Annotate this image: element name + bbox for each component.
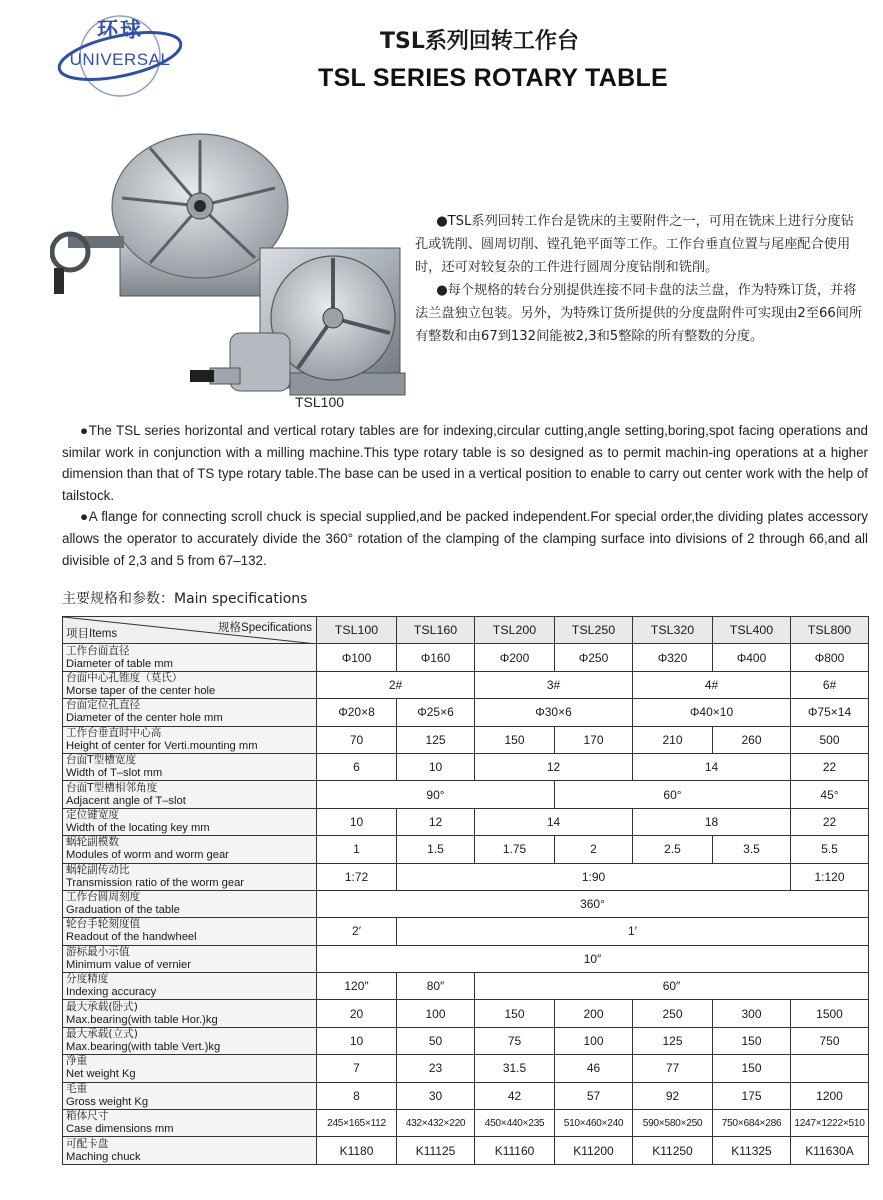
model-header: TSL400 [713,617,791,644]
logo-cn-text: 环球 [97,18,143,42]
table-cell: Φ25×6 [397,699,475,726]
row-label-en: Minimum value of vernier [66,958,191,971]
row-label-cn: 轮台手轮刻度值 [66,918,141,931]
table-cell: 10 [317,808,397,835]
row-label-cn: 毛重 [66,1082,88,1095]
table-cell: K11125 [397,1137,475,1164]
table-cell: 2.5 [633,836,713,863]
specs-heading: 主要规格和参数：Main specifications [62,591,308,607]
table-cell: 42 [475,1082,555,1109]
table-cell: 210 [633,726,713,753]
table-cell: K11200 [555,1137,633,1164]
description-en [62,420,868,571]
specs-header-row [63,617,869,644]
table-cell: 200 [555,1000,633,1027]
table-cell: 10 [317,1027,397,1054]
table-cell: Φ100 [317,644,397,671]
table-cell: Φ20×8 [317,699,397,726]
row-label-cn: 蜗轮副传动比 [66,863,130,876]
table-cell: 1.75 [475,836,555,863]
row-label-cn: 台面定位孔直径 [66,699,141,712]
row-label-cn: 台面T型槽宽度 [66,754,137,767]
table-row [63,973,869,1000]
table-cell: 1:72 [317,863,397,890]
model-header: TSL160 [397,617,475,644]
page-title-en: TSL SERIES ROTARY TABLE [318,64,668,92]
table-cell: 120″ [317,973,397,1000]
table-cell: 57 [555,1082,633,1109]
table-cell: 175 [713,1082,791,1109]
table-cell: 46 [555,1055,633,1082]
row-label-cn: 台面中心孔锥度（莫氏） [66,671,183,684]
table-row [63,1082,869,1109]
table-cell: 6# [791,671,869,698]
row-label-en: Diameter of table mm [66,657,173,670]
table-row [63,644,869,671]
row-label-cn: 工作台圆周刻度 [66,891,141,904]
row-label-en: Readout of the handwheel [66,931,197,944]
row-label-cn: 工作台面直径 [66,644,130,657]
table-cell: 14 [475,808,633,835]
table-cell: 23 [397,1055,475,1082]
table-cell: 500 [791,726,869,753]
row-label-en: Diameter of the center hole mm [66,712,223,725]
table-cell: 100 [555,1027,633,1054]
table-cell: 10″ [317,945,869,972]
table-cell: K11250 [633,1137,713,1164]
table-cell: 150 [475,1000,555,1027]
table-row [63,1137,869,1164]
description-cn-paragraph: ●TSL系列回转工作台是铣床的主要附件之一，可用在铣床上进行分度钻孔或铣削、圆周切削、镗孔铯平面等工作。工作台垂直位置与尾座配合使用时，还可对较复杂的工件进行圆周分度钻削和铣削。 [415,214,854,275]
table-cell: 2 [555,836,633,863]
row-label-en: Width of T–slot mm [66,767,163,780]
table-cell: 100 [397,1000,475,1027]
description-cn-paragraph: ●每个规格的转台分别提供连接不同卡盘的法兰盘，作为特殊订货，并将法兰盘独立包装。另外，为特殊订货所提供的分度盘附件可实现由2至66间所有整数和由67到132间能被2,3和5整除的所有整数的分度。 [415,283,863,344]
table-cell: 90° [317,781,555,808]
table-cell [791,1055,869,1082]
specs-table [62,616,869,1165]
row-label-cn: 蜗轮副模数 [66,836,119,849]
row-label [63,918,317,945]
corner-spec-label: 规格Specifications [218,622,312,634]
table-cell: 1 [317,836,397,863]
table-cell: 22 [791,808,869,835]
row-label [63,699,317,726]
table-cell: K1180 [317,1137,397,1164]
row-label [63,671,317,698]
table-cell: Φ75×14 [791,699,869,726]
photo-caption: TSL100 [295,394,345,410]
row-label-en: Height of center for Verti.mounting mm [66,739,258,752]
product-photo [50,128,410,428]
table-cell: 450×440×235 [475,1110,555,1137]
table-cell: 250 [633,1000,713,1027]
table-row [63,671,869,698]
rotary-table-illustration [50,128,410,428]
table-row [63,863,869,890]
table-cell: 77 [633,1055,713,1082]
table-row [63,726,869,753]
row-label-en: Indexing accuracy [66,986,157,999]
model-header: TSL800 [791,617,869,644]
row-label-en: Transmission ratio of the worm gear [66,876,245,889]
row-label-cn: 台面T型槽相邻角度 [66,781,158,794]
table-cell: Φ160 [397,644,475,671]
row-label-cn: 分度精度 [66,973,109,986]
table-cell: 150 [475,726,555,753]
row-label [63,1000,317,1027]
table-cell: 750×684×286 [713,1110,791,1137]
table-cell: Φ400 [713,644,791,671]
table-cell: 4# [633,671,791,698]
table-cell: 150 [713,1027,791,1054]
table-cell: 30 [397,1082,475,1109]
table-cell: Φ320 [633,644,713,671]
table-cell: K11160 [475,1137,555,1164]
table-cell: 2# [317,671,475,698]
table-cell: 50 [397,1027,475,1054]
table-row [63,890,869,917]
row-label [63,808,317,835]
table-row [63,699,869,726]
table-cell: 7 [317,1055,397,1082]
table-cell: 18 [633,808,791,835]
table-cell: 360° [317,890,869,917]
row-label-en: Adjacent angle of T–slot [66,794,186,807]
table-row [63,1110,869,1137]
table-cell: 510×460×240 [555,1110,633,1137]
specs-table-body [63,644,869,1164]
table-cell: 12 [475,753,633,780]
row-label-en: Gross weight Kg [66,1095,149,1108]
table-cell: 590×580×250 [633,1110,713,1137]
row-label [63,973,317,1000]
table-cell: Φ40×10 [633,699,791,726]
table-row [63,945,869,972]
table-cell: 432×432×220 [397,1110,475,1137]
row-label-cn: 游标最小示值 [66,945,130,958]
row-label-en: Width of the locating key mm [66,821,210,834]
table-cell: 260 [713,726,791,753]
table-cell: 10 [397,753,475,780]
table-cell: 31.5 [475,1055,555,1082]
table-cell: Φ250 [555,644,633,671]
table-cell: 60° [555,781,791,808]
row-label-cn: 净重 [66,1055,88,1068]
table-cell: 6 [317,753,397,780]
model-header: TSL320 [633,617,713,644]
table-cell: 125 [397,726,475,753]
table-row [63,918,869,945]
row-label-cn: 最大承载(立式) [66,1028,138,1041]
table-row [63,781,869,808]
table-cell: 22 [791,753,869,780]
table-cell: 1:90 [397,863,791,890]
table-cell: 80″ [397,973,475,1000]
table-cell: 3# [475,671,633,698]
table-cell: 300 [713,1000,791,1027]
table-cell: 1.5 [397,836,475,863]
description-en-paragraph: ●The TSL series horizontal and vertical rotary tables are for indexing,circular cutting,angle setting,boring,spot facing operations and similar work in conjunction with a milling machine.This type rotary table is so designed as to permit machin-ing operations at a higher dimension than that of TS type rotary table.The base can be used in a vertical position to enable to carry out center work with the help of tailstock. [62,423,868,503]
table-cell: 92 [633,1082,713,1109]
row-label [63,945,317,972]
row-label [63,863,317,890]
table-cell: 60″ [475,973,869,1000]
table-cell: 1500 [791,1000,869,1027]
table-cell: 125 [633,1027,713,1054]
table-cell: 45° [791,781,869,808]
table-cell: 1:120 [791,863,869,890]
row-label-cn: 定位键宽度 [66,808,119,821]
model-header: TSL200 [475,617,555,644]
table-row [63,1027,869,1054]
table-cell: K11325 [713,1137,791,1164]
row-label-en: Modules of worm and worm gear [66,849,229,862]
row-label-cn: 可配卡盘 [66,1137,109,1150]
row-label [63,1055,317,1082]
row-label-cn: 最大承载(卧式) [66,1000,138,1013]
brand-logo [50,8,190,98]
row-label [63,644,317,671]
row-label [63,890,317,917]
logo-en-text: UNIVERSAL [69,50,171,69]
row-label-cn: 工作台垂直时中心高 [66,726,162,739]
row-label-en: Maching chuck [66,1150,141,1163]
row-label [63,836,317,863]
model-header: TSL100 [317,617,397,644]
table-cell: 1′ [397,918,869,945]
table-cell: 8 [317,1082,397,1109]
row-label-cn: 箱体尺寸 [66,1110,109,1123]
description-en-paragraph: ●A flange for connecting scroll chuck is special supplied,and be packed independent.For special order,the dividing plates accessory allows the operator to accurately divide the 360° rotation of the clamping of the clamping surface into divisions of 2 through 66,and all divisible of 2,3 and 5 from 67–132. [62,509,868,568]
row-label [63,781,317,808]
table-cell: Φ30×6 [475,699,633,726]
table-row [63,1000,869,1027]
table-cell: 150 [713,1055,791,1082]
table-cell: Φ200 [475,644,555,671]
row-label [63,726,317,753]
table-cell: 170 [555,726,633,753]
row-label [63,753,317,780]
table-cell: 14 [633,753,791,780]
specs-corner-cell [63,617,317,644]
row-label-en: Max.bearing(with table Vert.)kg [66,1041,221,1054]
table-row [63,836,869,863]
table-row [63,808,869,835]
table-cell: 1247×1222×510 [791,1110,869,1137]
table-cell: 5.5 [791,836,869,863]
row-label-en: Net weight Kg [66,1068,136,1081]
row-label-en: Case dimensions mm [66,1123,174,1136]
table-cell: 3.5 [713,836,791,863]
table-cell: 750 [791,1027,869,1054]
row-label-en: Morse taper of the center hole [66,684,216,697]
table-cell: 70 [317,726,397,753]
row-label [63,1110,317,1137]
table-cell: Φ800 [791,644,869,671]
table-cell: 1200 [791,1082,869,1109]
row-label-en: Max.bearing(with table Hor.)kg [66,1013,218,1026]
table-row [63,753,869,780]
table-cell: 75 [475,1027,555,1054]
table-cell: K11630A [791,1137,869,1164]
row-label [63,1137,317,1164]
description-cn [415,210,863,348]
row-label [63,1082,317,1109]
row-label-en: Graduation of the table [66,904,180,917]
table-cell: 245×165×112 [317,1110,397,1137]
page-title-cn: TSL系列回转工作台 [380,29,579,54]
row-label [63,1027,317,1054]
table-cell: 12 [397,808,475,835]
corner-items-label: 项目Items [66,628,118,641]
table-cell: 2′ [317,918,397,945]
table-row [63,1055,869,1082]
table-cell: 20 [317,1000,397,1027]
model-header: TSL250 [555,617,633,644]
